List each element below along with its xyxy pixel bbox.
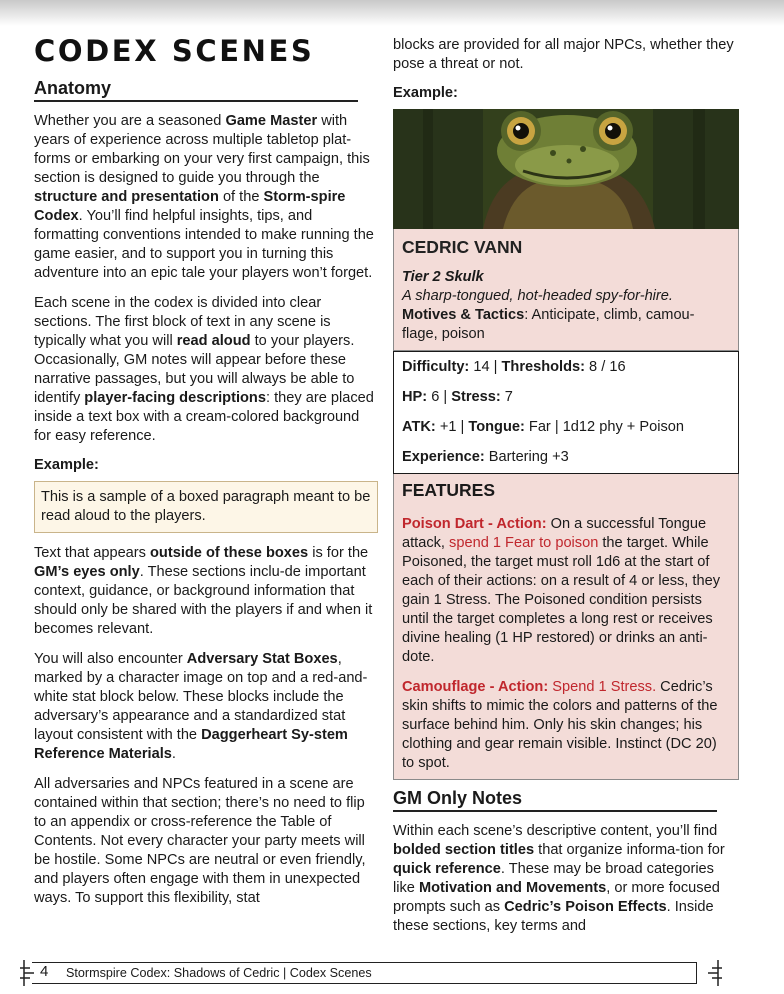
text-run: All adversaries and NPCs featured in a scene are contained within that section; there’s no need to flip to an appendix or cross-reference the Table of Contents. Not every character your party meets will be hostile. Some NPCs are neutral or even friendly, and players often engage with them in unexpected ways. To support this flexibility, stat [34, 776, 366, 906]
text-run: spend 1 Fear to poison [449, 535, 599, 551]
text-run: to your players. Occasionally, GM notes will appear before these narrative passages, but you will always be able to identify [34, 333, 355, 406]
text-run: Text that appears [34, 545, 151, 561]
stat-core-box [393, 351, 739, 474]
text-run: You will also encounter [34, 651, 187, 667]
example-label: Example: [34, 457, 99, 473]
text-run: . These may be broad categories like [393, 861, 714, 896]
adversary-paragraph [34, 650, 378, 764]
gm-eyes-paragraph [34, 544, 378, 639]
experience-line: Experience: Bartering +3 [402, 449, 569, 465]
text-run: Cedric’s skin shifts to mimic the colors and patterns of the surface behind him. Only his skin changes; his clothing and gear remain visible. Instinct (DC 20) to spot. [402, 679, 718, 771]
text-run: Storm-spire Codex [34, 189, 346, 224]
hp-line: HP: 6 | Stress: 7 [402, 389, 513, 405]
text-run: that organize informa-tion for [534, 842, 725, 858]
intro-paragraph [34, 112, 378, 283]
text-run: Within each scene’s descriptive content, you’ll find [393, 823, 718, 839]
text-run: : they are placed inside a text box with a cream-colored background for easy reference. [34, 390, 374, 444]
text-run: Cedric’s Poison Effects [504, 899, 667, 915]
text-run: structure and presentation [34, 189, 219, 205]
anatomy-heading: Anatomy [34, 78, 358, 102]
gm-notes-heading: GM Only Notes [393, 788, 717, 812]
footer-title: Stormspire Codex: Shadows of Cedric | Codex Scenes [66, 966, 372, 980]
left-column [34, 28, 378, 919]
continued-paragraph [393, 36, 739, 74]
text-run: Daggerheart Sy-stem Reference Materials [34, 727, 348, 762]
text-run: . You’ll find helpful insights, tips, and formatting conventions intended to make running the game easier, and to support you in turning this adventure into an epic tale your players won’t forget. [34, 208, 374, 281]
text-run: is for the [308, 545, 369, 561]
npc-paragraph [34, 775, 378, 908]
frog-illustration [393, 109, 739, 229]
page-footer [18, 958, 724, 988]
page-number: 4 [40, 963, 49, 980]
text-run: outside of these boxes [150, 545, 309, 561]
text-run: Poison Dart - Action: [402, 516, 547, 532]
text-run: Game Master [225, 113, 318, 129]
right-column [393, 36, 739, 947]
text-run: . Inside these sections, key terms and [393, 899, 714, 934]
difficulty-line: Difficulty: 14 | Thresholds: 8 / 16 [402, 359, 626, 375]
npc-description: A sharp-tongued, hot-headed spy-for-hire. [402, 288, 673, 304]
footer-ornament-right-icon [702, 958, 724, 988]
text-run: read aloud [176, 333, 251, 349]
text-run: player-facing descriptions [84, 390, 266, 406]
document-title: CODEX SCENES [34, 34, 315, 68]
feature-camouflage [402, 678, 730, 773]
text-run: On a successful Tongue attack, [402, 516, 707, 551]
text-run: quick reference [393, 861, 501, 877]
text-run: blocks are provided for all major NPCs, whether they pose a threat or not. [393, 37, 734, 72]
text-run: Whether you are a seasoned [34, 113, 226, 129]
page-top-shadow [0, 0, 784, 26]
text-run: the target. While Poisoned, the target must roll 1d6 at the start of each of their actions: on a result of 4 or less, they gain 1 Stress. The Poisoned condition persists until the target completes a long rest or receives divine healing (1 HP restored) or drinks an anti-dote. [402, 535, 720, 665]
text-run: with years of experience across multiple tabletop plat-forms or embarking on your very first campaign, this section is designed to guide you through the [34, 113, 370, 186]
sections-paragraph [34, 294, 378, 446]
features-title: FEATURES [402, 480, 496, 500]
text-run: Spend 1 Stress. [552, 679, 657, 695]
text-run: Camouflage - Action: [402, 679, 549, 695]
frog-portrait-image [393, 109, 739, 229]
text-run: bolded section titles [393, 842, 535, 858]
text-run: Adversary Stat Boxes [186, 651, 338, 667]
adversary-stat-box [393, 109, 739, 780]
text-run: of the [218, 189, 264, 205]
gm-notes-paragraph [393, 822, 739, 936]
text-run: Motivation and Movements [418, 880, 607, 896]
npc-tier: Tier 2 Skulk [402, 269, 484, 285]
text-run: Each scene in the codex is divided into clear sections. The first block of text in any scene is typically what you will [34, 295, 331, 349]
text-run: GM’s eyes only [34, 564, 140, 580]
example-label-right: Example: [393, 85, 458, 101]
text-run: . [171, 746, 176, 762]
npc-motives: Motives & Tactics: Anticipate, climb, camou-flage, poison [402, 307, 695, 342]
npc-name: CEDRIC VANN [402, 237, 523, 257]
feature-poison-dart [402, 515, 730, 667]
stat-header [393, 229, 739, 351]
text-run: , or more focused prompts such as [393, 880, 720, 915]
text-run: , marked by a character image on top and a red-and-white stat block below. These blocks include the adversary’s appearance and a standardized stat layout consistent with the [34, 651, 368, 743]
features-box [393, 474, 739, 780]
text-run: . These sections inclu-de important context, guidance, or background information that should only be shared with the players if and when it becomes relevant. [34, 564, 373, 637]
attack-line: ATK: +1 | Tongue: Far | 1d12 phy + Poison [402, 419, 684, 435]
read-aloud-box: This is a sample of a boxed paragraph meant to be read aloud to the players. [34, 481, 378, 533]
